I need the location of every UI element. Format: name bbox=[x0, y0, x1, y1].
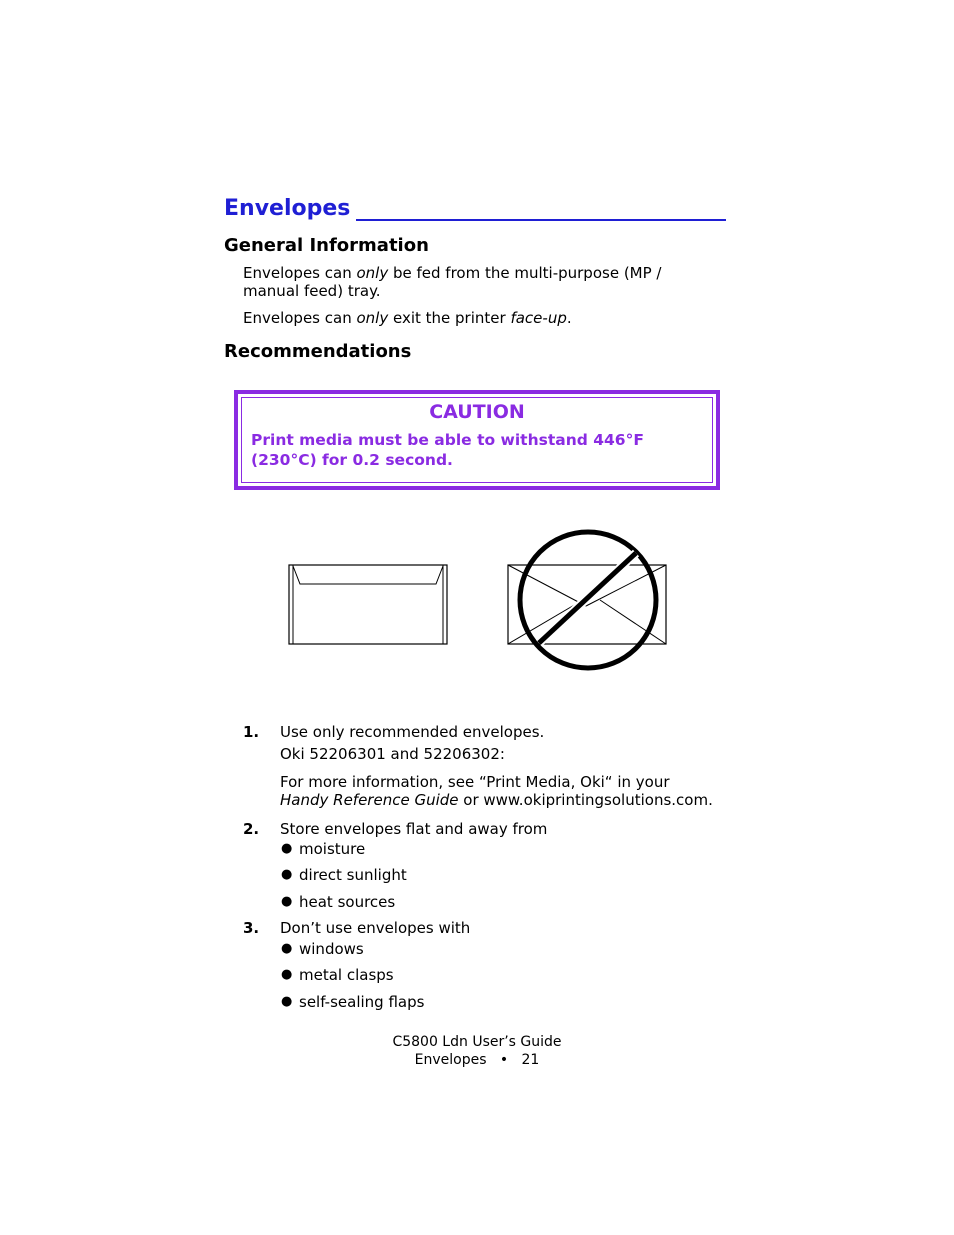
envelope-correct-icon bbox=[289, 565, 447, 644]
bullet-icon: ● bbox=[281, 994, 293, 1009]
list-item: metal clasps bbox=[299, 966, 394, 984]
step-text-2: Store envelopes flat and away from bbox=[280, 820, 548, 838]
step-number-2: 2. bbox=[243, 820, 260, 838]
step-text-1: Use only recommended envelopes. bbox=[280, 723, 545, 741]
section-heading-recommendations: Recommendations bbox=[224, 341, 412, 362]
bullet-icon: ● bbox=[281, 841, 293, 856]
list-item: self-sealing flaps bbox=[299, 993, 425, 1011]
list-item: windows bbox=[299, 940, 364, 958]
list-item: direct sunlight bbox=[299, 866, 407, 884]
caution-title: CAUTION bbox=[429, 401, 525, 423]
general-paragraph-1: Envelopes can only be fed from the multi-purpose (MP / manual feed) tray. bbox=[243, 264, 662, 300]
bullet-icon: ● bbox=[281, 894, 293, 909]
step-text-3: Don’t use envelopes with bbox=[280, 919, 471, 937]
caution-text: Print media must be able to withstand 446°F (230°C) for 0.2 second. bbox=[251, 431, 644, 469]
footer bbox=[300, 1033, 654, 1069]
bullet-icon: ● bbox=[281, 941, 293, 956]
step-1-subtext-info: For more information, see “Print Media, Oki“ in your Handy Reference Guide or www.okiprintingsolutions.com. bbox=[280, 773, 713, 809]
bullet-icon: ● bbox=[281, 867, 293, 882]
page-title: Envelopes bbox=[224, 196, 351, 221]
envelope-prohibited-icon bbox=[508, 532, 666, 668]
general-paragraph-2: Envelopes can only exit the printer face-up. bbox=[243, 309, 572, 327]
step-number-1: 1. bbox=[243, 723, 260, 741]
list-item: moisture bbox=[299, 840, 366, 858]
bullet-icon: ● bbox=[281, 967, 293, 982]
footer-guide-title: C5800 Ldn User’s Guide bbox=[392, 1034, 562, 1050]
footer-page-info: Envelopes • 21 bbox=[414, 1052, 540, 1068]
page-number: 21 bbox=[521, 1052, 540, 1068]
step-number-3: 3. bbox=[243, 919, 260, 937]
list-item: heat sources bbox=[299, 893, 396, 911]
step-1-subtext-models: Oki 52206301 and 52206302: bbox=[280, 745, 505, 763]
section-heading-general: General Information bbox=[224, 235, 429, 256]
